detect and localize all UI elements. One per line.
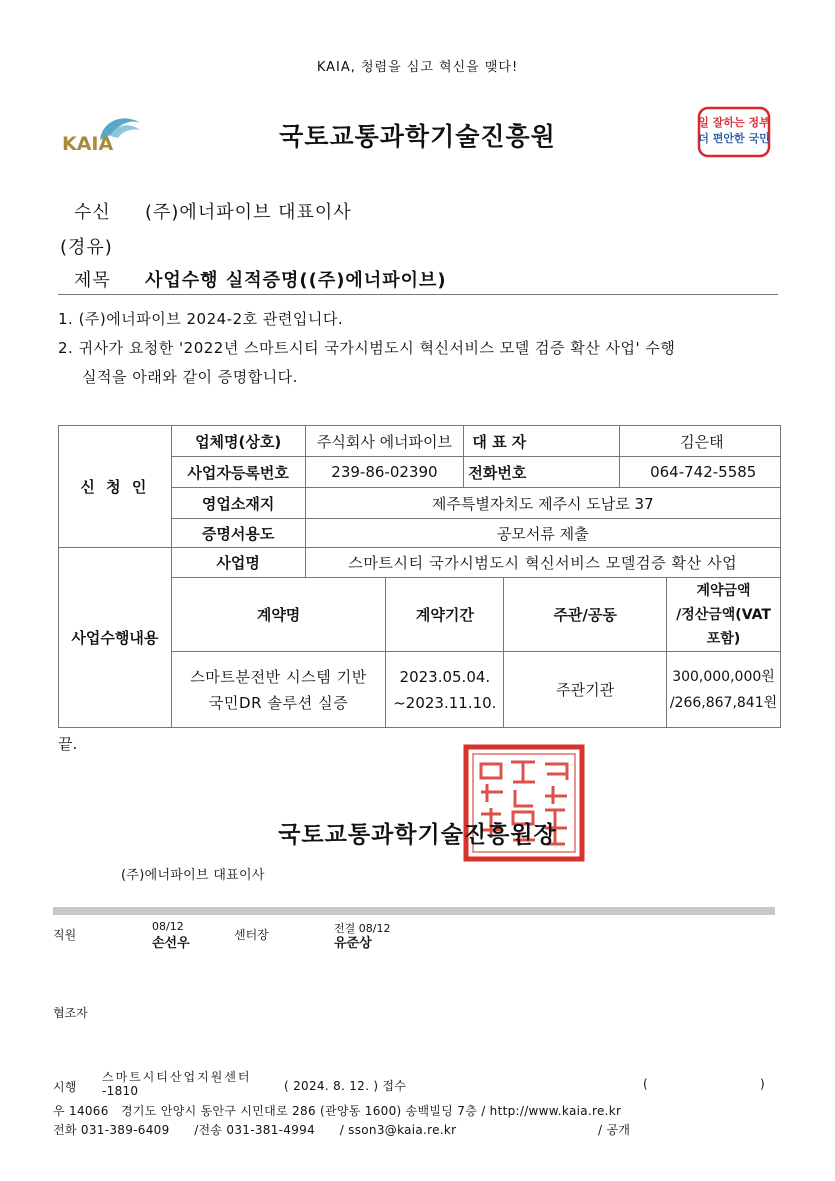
- subject-divider: [58, 294, 778, 295]
- performance-label: 사업수행내용: [59, 548, 172, 728]
- enforce-date: ( 2024. 8. 12. ) 접수: [284, 1079, 407, 1093]
- company-label: 업체명(상호): [171, 426, 305, 457]
- row-period-line1: 2023.05.04.: [399, 667, 491, 686]
- receipt-paren-open: (: [643, 1077, 648, 1091]
- row-role: 주관기관: [504, 652, 667, 728]
- approval-bar: [53, 907, 775, 915]
- disclosure-status: / 공개: [598, 1123, 631, 1137]
- final-approval-date: 전결 08/12: [334, 922, 391, 935]
- row-contract: [171, 652, 386, 728]
- recipient-label: 수신: [74, 202, 111, 223]
- recipient: (주)에너파이브 대표이사: [145, 202, 352, 223]
- row-contract-line2: 국민DR 솔루션 실증: [208, 693, 349, 712]
- issuer-name: 국토교통과학기술진흥원장: [278, 822, 557, 848]
- kaia-logo-text: KAIA: [62, 133, 114, 155]
- row-period: [386, 652, 504, 728]
- row-contract-line1: 스마트분전반 시스템 기반: [190, 667, 367, 686]
- col-contract: 계약명: [171, 578, 386, 652]
- postal-address-line: 우 14066 경기도 안양시 동안구 시민대로 286 (관양동 1600) 송백빌딩 7층 / http://www.kaia.re.kr: [53, 1104, 622, 1118]
- applicant-label: 신 청 인: [59, 426, 172, 548]
- project-name: 스마트시티 국가시범도시 혁신서비스 모델검증 확산 사업: [305, 548, 780, 578]
- purpose-label: 증명서용도: [171, 519, 305, 548]
- cooperator-label: 협조자: [53, 1006, 88, 1020]
- col-amount-line1: 계약금액: [696, 582, 751, 599]
- gov-slogan-line2: 더 편안한 국민: [698, 132, 770, 145]
- row-amount: [666, 652, 780, 728]
- address: 제주특별자치도 제주시 도남로 37: [305, 488, 780, 519]
- col-role: 주관/공동: [504, 578, 667, 652]
- staff-name: 손선우: [152, 936, 190, 951]
- staff-date: 08/12: [152, 920, 184, 933]
- ceo-label: 대 표 자: [464, 426, 620, 457]
- row-amount-line1: 300,000,000원: [672, 668, 775, 685]
- body-item-1: 1. (주)에너파이브 2024-2호 관련입니다.: [58, 310, 344, 328]
- contact-line: 전화 031-389-6409 /전송 031-381-4994 / sson3@kaia.re.kr: [53, 1123, 457, 1137]
- receipt-paren-close: ): [760, 1077, 765, 1091]
- reg-number: 239-86-02390: [305, 457, 464, 488]
- phone-number: 064-742-5585: [620, 457, 781, 488]
- col-amount-line2: /정산금액(VAT: [676, 606, 771, 623]
- purpose: 공모서류 제출: [305, 519, 780, 548]
- gov-slogan-logo: [697, 106, 771, 160]
- addressee: (주)에너파이브 대표이사: [121, 868, 265, 883]
- row-period-line2: ~2023.11.10.: [393, 693, 497, 712]
- company-name: 주식회사 에너파이브: [305, 426, 464, 457]
- address-label: 영업소재지: [171, 488, 305, 519]
- row-amount-line2: /266,867,841원: [669, 694, 778, 711]
- project-label: 사업명: [171, 548, 305, 578]
- reg-label: 사업자등록번호: [171, 457, 305, 488]
- via-label: (경유): [60, 237, 113, 258]
- col-amount: [666, 578, 780, 652]
- end-mark: 끝.: [58, 735, 78, 753]
- body-item-2-line2: 실적을 아래와 같이 증명합니다.: [82, 368, 298, 386]
- enforce-label: 시행: [53, 1080, 77, 1094]
- phone-label: 전화번호: [464, 457, 620, 488]
- center-head-label: 센터장: [234, 928, 269, 942]
- staff-label: 직원: [53, 928, 77, 942]
- gov-slogan-line1: 일 잘하는 정부: [698, 116, 770, 129]
- subject: 사업수행 실적증명((주)에너파이브): [145, 270, 447, 291]
- col-period: 계약기간: [386, 578, 504, 652]
- org-title: 국토교통과학기술진흥원: [279, 122, 556, 151]
- col-amount-line3: 포함): [706, 630, 741, 647]
- motto: KAIA, 청렴을 심고 혁신을 맺다!: [316, 60, 519, 75]
- subject-label: 제목: [74, 270, 111, 291]
- ceo-name: 김은태: [620, 426, 781, 457]
- certificate-table: [58, 425, 781, 728]
- body-item-2-line1: 2. 귀사가 요청한 '2022년 스마트시티 국가시범도시 혁신서비스 모델 검증 확산 사업' 수행: [58, 339, 676, 357]
- doc-number: -1810: [102, 1084, 139, 1098]
- final-approver-name: 유준상: [334, 936, 372, 951]
- department: 스마트시티산업지원센터: [102, 1070, 252, 1084]
